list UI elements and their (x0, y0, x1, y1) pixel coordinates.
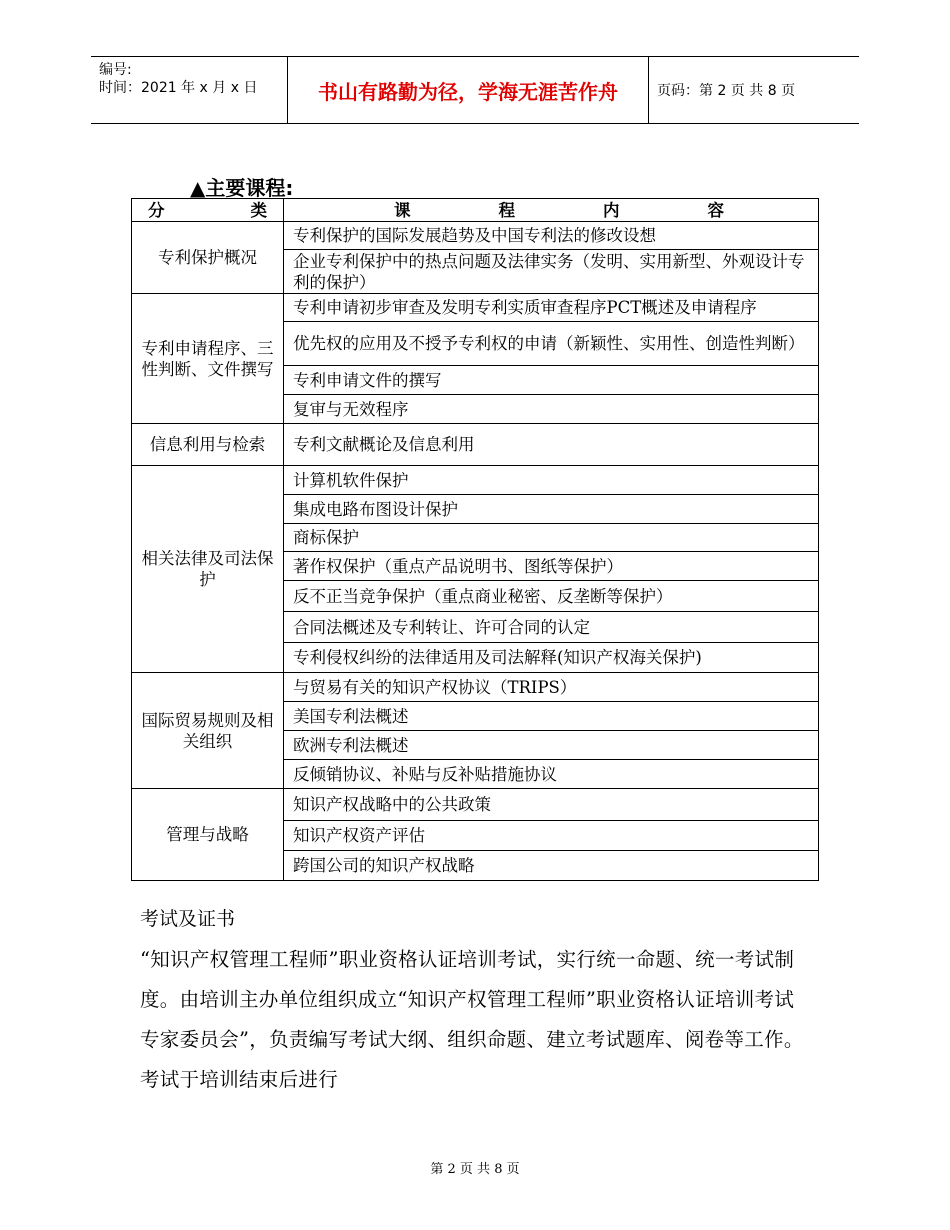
course-content-cell: 欧洲专利法概述 (284, 731, 819, 760)
table-header-row (132, 199, 819, 222)
course-table-body (132, 199, 819, 881)
table-row (132, 222, 819, 250)
course-content-cell: 知识产权资产评估 (284, 821, 819, 851)
course-content-cell: 反倾销协议、补贴与反补贴措施协议 (284, 760, 819, 789)
page-info: 页码：第 2 页 共 8 页 (657, 83, 796, 99)
header-category-char: 类 (250, 200, 267, 220)
course-content-cell: 专利文献概论及信息利用 (284, 424, 819, 466)
course-table (131, 198, 819, 881)
page-header (91, 56, 859, 124)
course-content-cell: 专利申请初步审查及发明专利实质审查程序PCT概述及申请程序 (284, 294, 819, 322)
page-footer: 第 2 页 共 8 页 (430, 1162, 520, 1177)
category-cell: 管理与战略 (132, 789, 284, 881)
table-row (132, 789, 819, 821)
header-meta (99, 61, 289, 97)
exam-paragraph: “知识产权管理工程师”职业资格认证培训考试，实行统一命题、统一考试制度。由培训主办单位组织成立“知识产权管理工程师”职业资格认证培训考试专家委员会”，负责编写考试大纲、组织命题、建立考试题库、阅卷等工作。考试于培训结束后进行 (140, 948, 804, 1091)
header-content (284, 199, 819, 222)
course-content-cell: 与贸易有关的知识产权协议（TRIPS） (284, 673, 819, 702)
motto-cell (287, 57, 649, 123)
course-content-cell: 企业专利保护中的热点问题及法律实务（发明、实用新型、外观设计专利的保护） (284, 250, 819, 294)
course-content-cell: 美国专利法概述 (284, 702, 819, 731)
header-content-char: 课 (394, 200, 411, 220)
exam-title: 考试及证书 (140, 908, 236, 930)
category-cell: 国际贸易规则及相关组织 (132, 673, 284, 789)
course-content-cell: 复审与无效程序 (284, 395, 819, 424)
table-row (132, 294, 819, 322)
code-label: 编号: (99, 62, 132, 78)
course-content-cell: 合同法概述及专利转让、许可合同的认定 (284, 612, 819, 643)
course-content-cell: 反不正当竞争保护（重点商业秘密、反垄断等保护） (284, 581, 819, 612)
category-cell: 信息利用与检索 (132, 424, 284, 466)
table-row (132, 673, 819, 702)
header-category-char: 分 (148, 200, 165, 220)
table-row (132, 466, 819, 495)
motto: 书山有路勤为径，学海无涯苦作舟 (318, 79, 618, 104)
header-content-char: 程 (498, 200, 515, 220)
course-content-cell: 专利侵权纠纷的法律适用及司法解释(知识产权海关保护) (284, 643, 819, 673)
course-content-cell: 跨国公司的知识产权战略 (284, 851, 819, 881)
course-content-cell: 专利申请文件的撰写 (284, 366, 819, 395)
category-cell: 专利保护概况 (132, 222, 284, 294)
header-category (132, 199, 284, 222)
category-cell: 相关法律及司法保护 (132, 466, 284, 673)
course-content-cell: 知识产权战略中的公共政策 (284, 789, 819, 821)
course-content-cell: 集成电路布图设计保护 (284, 495, 819, 524)
header-content-char: 内 (603, 200, 620, 220)
course-content-cell: 商标保护 (284, 524, 819, 552)
header-content-char: 容 (707, 200, 724, 220)
date-line: 时间：2021 年 x 月 x 日 (99, 80, 258, 96)
course-content-cell: 优先权的应用及不授予专利权的申请（新颖性、实用性、创造性判断） (284, 322, 819, 366)
table-row (132, 424, 819, 466)
course-content-cell: 专利保护的国际发展趋势及中国专利法的修改设想 (284, 222, 819, 250)
category-cell: 专利申请程序、三性判断、文件撰写 (132, 294, 284, 424)
course-content-cell: 计算机软件保护 (284, 466, 819, 495)
section-title: ▲主要课程: (190, 176, 294, 200)
course-content-cell: 著作权保护（重点产品说明书、图纸等保护） (284, 552, 819, 581)
